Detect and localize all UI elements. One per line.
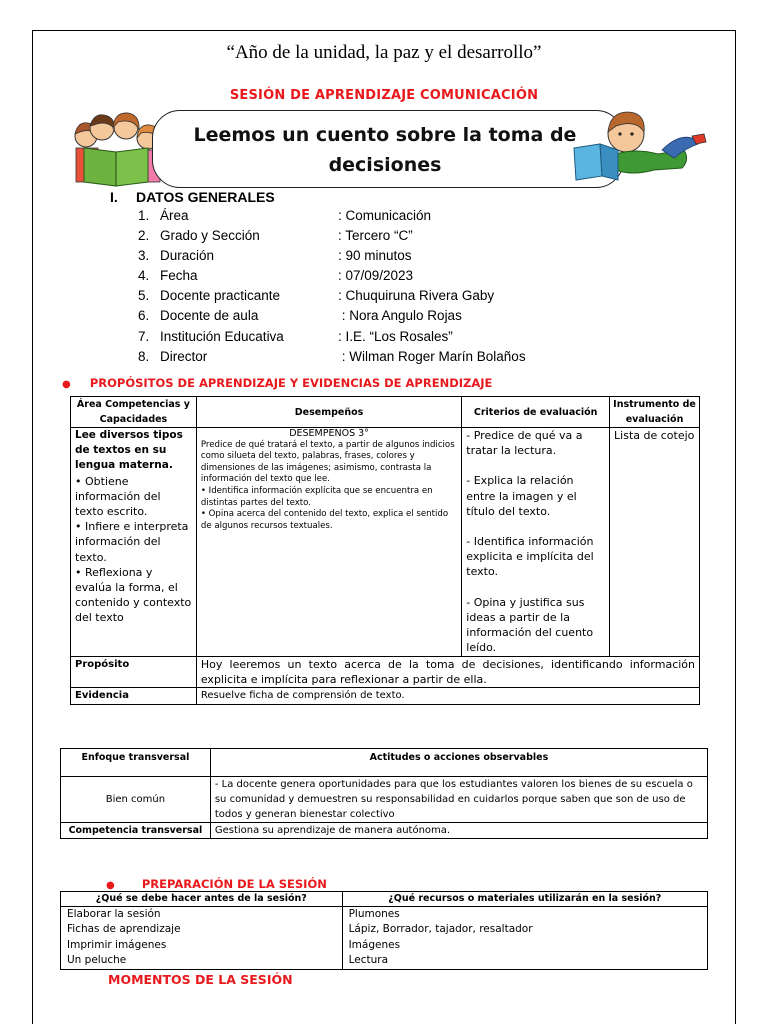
desempenos-bullet: • Opina acerca del contenido del texto, explica el sentido de algunos recursos textuales. [200, 509, 449, 531]
instrumento-value: Lista de cotejo [614, 429, 695, 442]
boy-reading-illustration [566, 104, 710, 192]
competencia-transversal-label: Competencia transversal [61, 823, 211, 839]
desempenos-title: DESEMPEÑOS 3° [289, 428, 369, 439]
datos-row-number: 1. [138, 208, 150, 223]
datos-row-value: : I.E. “Los Rosales” [338, 328, 453, 344]
area-item: • Reflexiona y evalúa la forma, el contenido y contexto del texto [75, 565, 192, 625]
area-item: • Obtiene información del texto escrito. [75, 474, 161, 519]
session-title: SESIÓN DE APRENDIZAJE COMUNICACIÓN [229, 88, 539, 103]
preparacion-heading-text: PREPARACIÓN DE LA SESIÓN [141, 877, 327, 891]
datos-row-number: 3. [138, 248, 150, 264]
datos-row-label: Área [160, 208, 189, 223]
desempenos-bullet: • Identifica información explícita que se encuentra en distintas partes del texto. [200, 485, 433, 508]
datos-row [138, 248, 526, 268]
open-book [84, 148, 148, 186]
desempenos-cell [196, 428, 461, 657]
table-header-row [61, 892, 708, 907]
header-area: Área Competencias y Capacidades [71, 397, 197, 428]
datos-row [138, 228, 526, 248]
datos-row [138, 329, 526, 349]
datos-heading-text: DATOS GENERALES [136, 189, 275, 205]
datos-row-value: : Comunicación [338, 208, 432, 223]
criterios-cell [462, 428, 610, 657]
datos-row-label: Institución Educativa [160, 328, 284, 344]
preparacion-heading [106, 873, 327, 892]
enfoque-row-label: Bien común [61, 777, 211, 823]
datos-list [138, 208, 526, 369]
enfoque-table [60, 748, 708, 839]
propositos-heading-text: PROPÓSITOS DE APRENDIZAJE Y EVIDENCIAS DE APRENDIZAJE [89, 376, 493, 390]
year-motto: “Año de la unidad, la paz y el desarrollo” [226, 42, 542, 63]
datos-row [138, 349, 526, 369]
criterio-item: - Explica la relación entre la imagen y el título del texto. [466, 474, 577, 518]
datos-row [138, 308, 526, 328]
area-item: • Infiere e interpreta información del texto. [75, 520, 189, 564]
criterio-item: - Opina y justifica sus ideas a partir de la información del cuento leído. [466, 595, 594, 655]
datos-row-number: 2. [138, 228, 150, 244]
table-row [61, 777, 708, 823]
datos-row-value: : Nora Angulo Rojas [338, 308, 462, 324]
list-item: Un peluche [67, 954, 127, 967]
criterio-item: - Identifica información explicita e implícita del texto. [466, 535, 594, 579]
enfoque-row-text: - La docente genera oportunidades para que los estudiantes valoren los bienes de su escuela o su comunidad y demuestren su responsabilidad en cuidarlos porque saben que son de uso de todos y generan bienestar colectivo [210, 777, 707, 823]
datos-row [138, 288, 526, 308]
header-enfoque: Enfoque transversal [61, 749, 211, 777]
child-head-2 [90, 115, 114, 140]
table-header-row [61, 749, 708, 777]
competencias-table [70, 396, 700, 705]
table-header-row [71, 397, 700, 428]
table-row [71, 657, 700, 688]
list-item: Lectura [348, 954, 388, 967]
list-item: Lápiz, Borrador, tajador, resaltador [348, 923, 533, 936]
evidencia-label: Evidencia [71, 688, 197, 704]
header-instrumento: Instrumento de evaluación [610, 397, 700, 428]
lesson-title-line-1: Leemos un cuento sobre la toma de [193, 124, 577, 146]
list-item: Plumones [348, 908, 400, 920]
header-antes: ¿Qué se debe hacer antes de la sesión? [61, 892, 343, 907]
datos-row-value: : Chuquiruna Rivera Gaby [338, 288, 495, 304]
datos-row-number: 7. [138, 328, 150, 344]
propositos-heading [62, 372, 492, 391]
lesson-title [180, 120, 590, 180]
datos-generales-heading [110, 189, 275, 205]
list-item: Fichas de aprendizaje [67, 923, 181, 936]
table-row [61, 823, 708, 839]
bullet-icon: ● [62, 379, 71, 390]
competencia-transversal-text: Gestiona su aprendizaje de manera autónoma. [210, 823, 707, 839]
header-desempenos: Desempeños [196, 397, 461, 428]
datos-row-number: 6. [138, 308, 150, 324]
antes-cell [61, 907, 343, 970]
preparacion-table [60, 891, 708, 970]
datos-row-label: Fecha [160, 268, 198, 284]
criterio-item: - Predice de qué va a tratar la lectura. [466, 429, 583, 458]
header-criterios: Criterios de evaluación [462, 397, 610, 428]
area-cell [71, 428, 197, 657]
proposito-label: Propósito [71, 657, 197, 688]
table-row [61, 907, 708, 970]
table-row [71, 428, 700, 657]
datos-row-label: Director [160, 348, 208, 364]
datos-row-label: Grado y Sección [160, 228, 260, 244]
datos-row-label: Docente practicante [160, 288, 281, 304]
datos-row-label: Docente de aula [160, 308, 259, 324]
header-actitudes: Actitudes o acciones observables [210, 749, 707, 777]
datos-row-value: : 90 minutos [338, 248, 412, 264]
header-recursos: ¿Qué recursos o materiales utilizarán en la sesión? [342, 892, 707, 907]
datos-row-value: : Wilman Roger Marín Bolaños [338, 348, 526, 364]
datos-row-number: 4. [138, 268, 150, 284]
list-item: Elaborar la sesión [67, 908, 161, 920]
datos-row-label: Duración [160, 248, 215, 264]
datos-numeral: I. [110, 189, 118, 205]
datos-row-number: 5. [138, 288, 150, 304]
boy-head [608, 112, 644, 152]
momentos-heading: MOMENTOS DE LA SESIÓN [108, 972, 293, 987]
table-row [71, 688, 700, 704]
bullet-icon: ● [106, 880, 115, 891]
instrumento-cell [610, 428, 700, 657]
datos-row [138, 208, 526, 228]
area-title: Lee diversos tipos de textos en su lengua materna. [75, 429, 183, 472]
blue-book [574, 144, 618, 180]
datos-row [138, 268, 526, 288]
evidencia-text: Resuelve ficha de comprensión de texto. [196, 688, 699, 704]
proposito-text: Hoy leeremos un texto acerca de la toma de decisiones, identificando información explicita e implícita para reflexionar a partir de ella. [196, 657, 699, 688]
desempenos-text: Predice de qué tratará el texto, a partir de algunos indicios como silueta del texto, palabras, frases, colores y dimensiones de las imágenes; asimismo, contrasta la información del texto que lee. [200, 439, 455, 485]
list-item: Imágenes [348, 938, 401, 951]
datos-row-value: : Tercero “C” [338, 228, 413, 244]
datos-row-value: : 07/09/2023 [338, 268, 414, 284]
list-item: Imprimir imágenes [67, 938, 167, 951]
recursos-cell [342, 907, 707, 970]
lesson-title-line-2: decisiones [328, 154, 442, 176]
datos-row-number: 8. [138, 348, 150, 364]
child-head-3 [113, 113, 139, 139]
